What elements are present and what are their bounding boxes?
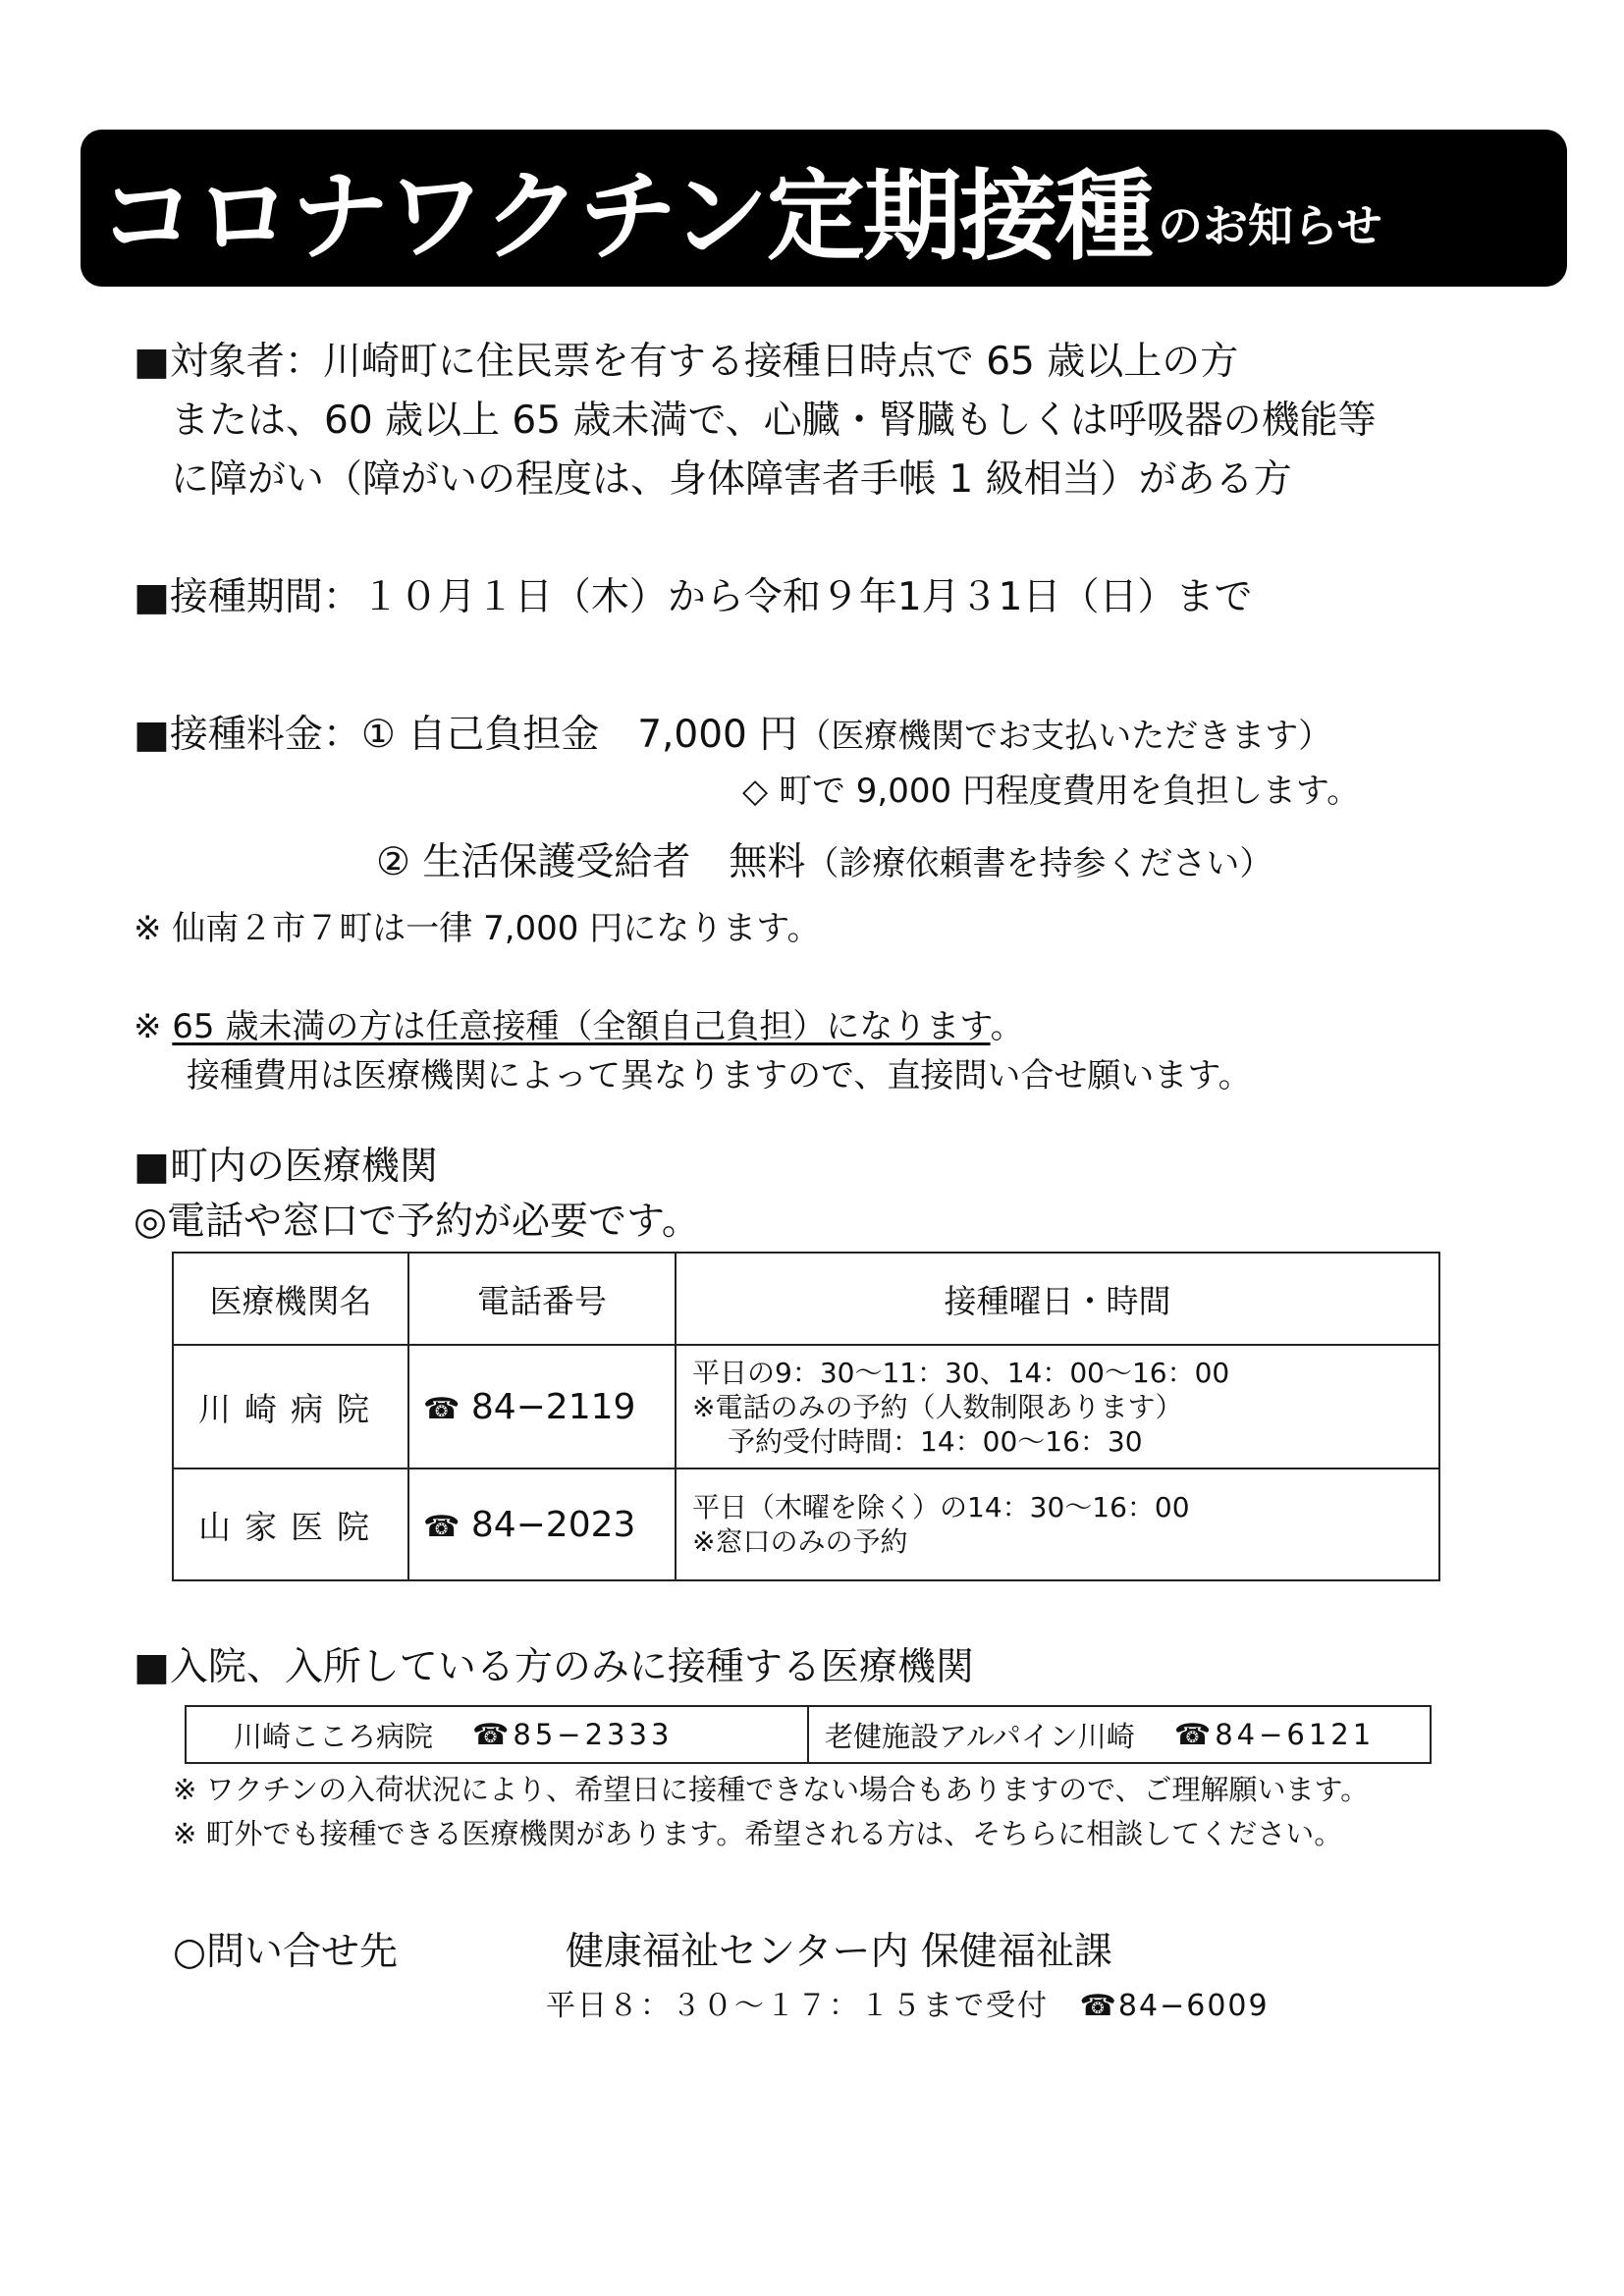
note-uniform-fee: ※ 仙南２市７町は一律 7,000 円になります。	[134, 909, 821, 948]
clinic-tel: 84−2023	[470, 1504, 636, 1545]
clinic-tel-cell	[408, 1468, 676, 1580]
clinic-tel: 84−2119	[470, 1386, 636, 1427]
fee-item-1-note: （医療機関でお支払いただきます）	[797, 717, 1332, 756]
column-header-tel: 電話番号	[408, 1253, 676, 1345]
phone-icon: ☎	[1079, 1989, 1118, 2023]
inpatient-heading: ■入院、入所している方のみに接種する医療機関	[134, 1645, 974, 1689]
contact-department: 健康福祉センター内 保健福祉課	[566, 1930, 1112, 1974]
contact-label: ○問い合せ先	[173, 1930, 399, 1974]
table-row	[173, 1468, 1439, 1580]
contact-hours	[546, 1989, 1270, 2024]
page-title: コロナワクチン定期接種	[98, 159, 1152, 274]
phone-icon: ☎	[1173, 1717, 1216, 1752]
note-under-65-underlined: 65 歳未満の方は任意接種（全額自己負担）になります	[172, 1007, 991, 1046]
facility-tel-number: 85−2333	[513, 1717, 674, 1751]
clinic-hours-line: 予約受付時間：14：00〜16：30	[728, 1424, 1143, 1458]
contact-hours-text: 平日８：３０〜１７：１５まで受付	[546, 1989, 1049, 2023]
contact-tel: 84−6009	[1117, 1989, 1270, 2023]
fee-item-1	[134, 713, 1331, 759]
inpatient-note-2: ※ 町外でも接種できる医療機関があります。希望される方は、そちらに相談してください。	[173, 1817, 1343, 1850]
phone-icon: ☎	[472, 1717, 514, 1752]
inpatient-facilities-box	[185, 1705, 1432, 1764]
clinics-heading: ■町内の医療機関	[134, 1145, 438, 1189]
clinic-tel-cell	[408, 1345, 676, 1468]
facility-name: 川崎こころ病院	[234, 1719, 434, 1753]
clinic-hours	[676, 1468, 1439, 1580]
clinic-name: 川崎病院	[173, 1345, 408, 1468]
fee-item-1-subsidy: ◇ 町で 9,000 円程度費用を負担します。	[742, 772, 1361, 811]
facility-tel	[1174, 1718, 1375, 1752]
inpatient-facility	[807, 1707, 1430, 1762]
clinic-hours-line: 平日の9：30〜11：30、14：00〜16：00	[692, 1356, 1230, 1389]
note-mark: ※	[134, 1007, 173, 1046]
fee-item-2-note: （診療依頼書を持参ください）	[805, 844, 1273, 883]
phone-icon: ☎	[423, 1391, 460, 1426]
phone-icon: ☎	[423, 1509, 460, 1544]
inpatient-note-1: ※ ワクチンの入荷状況により、希望日に接種できない場合もありますので、ご理解願います。	[173, 1773, 1370, 1806]
clinic-hours-line: 平日（木曜を除く）の14：30〜16：00	[692, 1491, 1190, 1523]
title-banner	[81, 130, 1567, 287]
clinics-table	[172, 1252, 1440, 1581]
note-under-65-line-2: 接種費用は医療機関によって異なりますので、直接問い合せ願います。	[187, 1056, 1252, 1095]
fee-item-2-head: ② 生活保護受給者 無料	[376, 840, 806, 884]
column-header-name: 医療機関名	[173, 1253, 408, 1345]
inpatient-facility	[187, 1707, 807, 1762]
clinic-name: 山家医院	[173, 1468, 408, 1580]
vaccination-period: ■接種期間：１０月１日（木）から令和９年1月３1日（日）まで	[134, 575, 1253, 619]
fee-item-1-head: ① 自己負担金 7,000 円	[360, 713, 798, 757]
clinics-subheading: ◎電話や窓口で予約が必要です。	[134, 1200, 700, 1244]
table-row	[173, 1345, 1439, 1468]
eligibility-line-1: ■対象者：川崎町に住民票を有する接種日時点で 65 歳以上の方	[134, 340, 1239, 384]
clinic-hours	[676, 1345, 1439, 1468]
facility-name: 老健施設アルパイン川崎	[825, 1719, 1135, 1753]
eligibility-line-2: または、60 歳以上 65 歳未満で、心臓・腎臓もしくは呼吸器の機能等	[171, 399, 1377, 443]
note-under-65	[134, 1007, 1024, 1047]
fee-label: ■接種料金：	[134, 713, 361, 757]
eligibility-line-3: に障がい（障がいの程度は、身体障害者手帳 1 級相当）がある方	[171, 457, 1292, 502]
clinic-hours-line: ※電話のみの予約（人数制限あります）	[692, 1390, 1183, 1423]
facility-tel	[472, 1718, 673, 1752]
facility-tel-number: 84−6121	[1215, 1717, 1376, 1751]
page-subtitle: のお知らせ	[1158, 199, 1382, 252]
table-header-row	[173, 1253, 1439, 1345]
fee-item-2	[376, 840, 1272, 886]
note-under-65-tail: 。	[990, 1007, 1024, 1046]
clinic-hours-line: ※窓口のみの予約	[692, 1525, 908, 1558]
column-header-hours: 接種曜日・時間	[676, 1253, 1439, 1345]
